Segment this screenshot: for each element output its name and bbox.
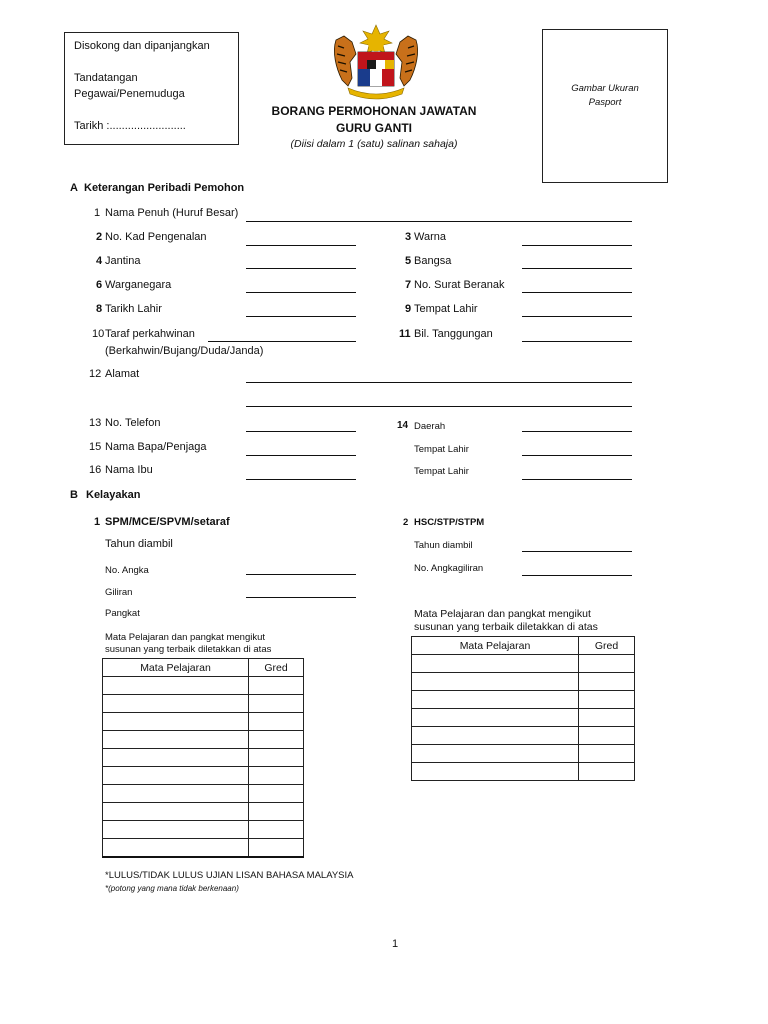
form-title-1: BORANG PERMOHONAN JAWATAN xyxy=(271,104,477,118)
field-16-label: Nama Ibu xyxy=(105,464,153,476)
birth-cert-input-line[interactable] xyxy=(522,292,632,293)
hsc-year-input-line[interactable] xyxy=(522,551,632,552)
field-1-label: Nama Penuh (Huruf Besar) xyxy=(105,207,239,219)
grade-cell[interactable] xyxy=(579,727,635,745)
field-12-num: 12 xyxy=(89,368,102,380)
gender-input-line[interactable] xyxy=(246,268,356,269)
photo-label-1: Gambar Ukuran xyxy=(571,83,639,94)
grade-cell[interactable] xyxy=(249,767,304,785)
grade-cell[interactable] xyxy=(249,677,304,695)
spm-giliran-label: Giliran xyxy=(105,587,133,598)
grade-cell[interactable] xyxy=(579,709,635,727)
grade-cell[interactable] xyxy=(579,655,635,673)
phone-input-line[interactable] xyxy=(246,431,356,432)
grade-cell[interactable] xyxy=(249,695,304,713)
photo-label-2: Pasport xyxy=(588,97,622,108)
field-15-num: 15 xyxy=(89,441,102,453)
district-input-line[interactable] xyxy=(522,431,632,432)
field-2-num: 2 xyxy=(96,231,103,243)
field-15-label: Nama Bapa/Penjaga xyxy=(105,441,207,453)
field-10-label: Taraf perkahwinan xyxy=(105,328,195,340)
spm-index-label: No. Angka xyxy=(105,565,149,576)
section-a-heading: Keterangan Peribadi Pemohon xyxy=(84,182,245,194)
field-9-label: Tempat Lahir xyxy=(414,303,478,315)
table-row xyxy=(412,655,635,673)
hsc-year-label: Tahun diambil xyxy=(414,540,473,551)
subject-cell[interactable] xyxy=(103,803,249,821)
field-1-num: 1 xyxy=(94,207,101,219)
field-5-label: Bangsa xyxy=(414,255,452,267)
table-row xyxy=(103,695,304,713)
table-row xyxy=(103,677,304,695)
field-11-num: 11 xyxy=(399,328,411,340)
field-14-num: 14 xyxy=(397,420,409,431)
father-name-input-line[interactable] xyxy=(246,455,356,456)
table-header-row xyxy=(103,659,304,677)
hsc-index-label: No. Angkagiliran xyxy=(414,563,484,574)
subject-cell[interactable] xyxy=(412,709,579,727)
grade-cell[interactable] xyxy=(249,821,304,839)
spm-col-grade: Gred xyxy=(249,659,304,677)
subject-cell[interactable] xyxy=(103,695,249,713)
grade-cell[interactable] xyxy=(579,745,635,763)
table-row xyxy=(103,713,304,731)
subject-cell[interactable] xyxy=(103,677,249,695)
ic-number-input-line[interactable] xyxy=(246,245,356,246)
table-row xyxy=(103,803,304,821)
potong-note: *(potong yang mana tidak berkenaan) xyxy=(105,884,239,893)
mother-birthplace-input-line[interactable] xyxy=(522,479,632,480)
field-6-num: 6 xyxy=(96,279,103,291)
spm-col-subject: Mata Pelajaran xyxy=(103,659,249,677)
field-4-label: Jantina xyxy=(105,255,141,267)
father-birthplace-input-line[interactable] xyxy=(522,455,632,456)
dob-input-line[interactable] xyxy=(246,316,356,317)
hsc-note-2: susunan yang terbaik diletakkan di atas xyxy=(414,621,598,633)
form-title-2: GURU GANTI xyxy=(336,121,412,135)
subject-cell[interactable] xyxy=(103,785,249,803)
race-input-line[interactable] xyxy=(522,268,632,269)
colour-input-line[interactable] xyxy=(522,245,632,246)
endorse-date: Tarikh :......................... xyxy=(74,120,186,132)
subject-cell[interactable] xyxy=(103,821,249,839)
subject-cell[interactable] xyxy=(103,749,249,767)
spm-pangkat-label: Pangkat xyxy=(105,608,140,619)
table-row xyxy=(103,839,304,858)
grade-cell[interactable] xyxy=(249,839,304,858)
field-11-label: Bil. Tanggungan xyxy=(414,328,493,340)
endorse-line1: Disokong dan dipanjangkan xyxy=(74,40,210,52)
table-row xyxy=(412,763,635,781)
field-2-label: No. Kad Pengenalan xyxy=(105,231,207,243)
field-15-birthplace-label: Tempat Lahir xyxy=(414,444,469,455)
table-row xyxy=(412,673,635,691)
table-row xyxy=(412,745,635,763)
full-name-input-line[interactable] xyxy=(246,221,632,222)
spm-index-input-line[interactable] xyxy=(246,574,356,575)
grade-cell[interactable] xyxy=(249,731,304,749)
nationality-input-line[interactable] xyxy=(246,292,356,293)
field-8-label: Tarikh Lahir xyxy=(105,303,162,315)
grade-cell[interactable] xyxy=(579,691,635,709)
endorse-line3: Pegawai/Penemuduga xyxy=(74,88,185,100)
field-16-num: 16 xyxy=(89,464,102,476)
lulus-note: *LULUS/TIDAK LULUS UJIAN LISAN BAHASA MALAYSIA xyxy=(105,870,354,881)
coat-of-arms-emblem xyxy=(330,22,422,100)
subject-cell[interactable] xyxy=(412,745,579,763)
field-10-num: 10 xyxy=(92,328,105,340)
table-row xyxy=(103,767,304,785)
marital-status-input-line[interactable] xyxy=(208,341,356,342)
address-input-line-1[interactable] xyxy=(246,382,632,383)
hsc-col-subject: Mata Pelajaran xyxy=(412,637,579,655)
hsc-col-grade: Gred xyxy=(579,637,635,655)
field-13-num: 13 xyxy=(89,417,102,429)
field-12-label: Alamat xyxy=(105,368,140,380)
grade-cell[interactable] xyxy=(249,713,304,731)
hsc-note-1: Mata Pelajaran dan pangkat mengikut xyxy=(414,608,591,620)
hsc-index-input-line[interactable] xyxy=(522,575,632,576)
field-7-label: No. Surat Beranak xyxy=(414,279,505,291)
table-header-row xyxy=(412,637,635,655)
subject-cell[interactable] xyxy=(103,839,249,858)
field-5-num: 5 xyxy=(405,255,412,267)
hsc-title: HSC/STP/STPM xyxy=(414,517,485,528)
table-row xyxy=(103,821,304,839)
field-3-label: Warna xyxy=(414,231,446,243)
field-13-label: No. Telefon xyxy=(105,417,161,429)
grade-cell[interactable] xyxy=(249,749,304,767)
field-7-num: 7 xyxy=(405,279,412,291)
table-row xyxy=(103,785,304,803)
form-subtitle: (Diisi dalam 1 (satu) salinan sahaja) xyxy=(290,138,458,150)
spm-year-label: Tahun diambil xyxy=(105,538,173,550)
section-b-heading: Kelayakan xyxy=(86,489,141,501)
grade-cell[interactable] xyxy=(579,673,635,691)
grade-cell[interactable] xyxy=(249,803,304,821)
subject-cell[interactable] xyxy=(412,763,579,781)
spm-num: 1 xyxy=(94,516,101,528)
section-b-letter: B xyxy=(70,489,78,501)
field-9-num: 9 xyxy=(405,303,412,315)
subject-cell[interactable] xyxy=(412,727,579,745)
subject-cell[interactable] xyxy=(412,691,579,709)
subject-cell[interactable] xyxy=(103,767,249,785)
hsc-num: 2 xyxy=(403,517,409,528)
table-row xyxy=(412,691,635,709)
address-input-line-2[interactable] xyxy=(246,406,632,407)
subject-cell[interactable] xyxy=(103,731,249,749)
page-number: 1 xyxy=(392,938,399,950)
field-16-birthplace-label: Tempat Lahir xyxy=(414,466,469,477)
table-row xyxy=(412,727,635,745)
grade-cell[interactable] xyxy=(249,785,304,803)
field-4-num: 4 xyxy=(96,255,103,267)
subject-cell[interactable] xyxy=(412,655,579,673)
field-10-note: (Berkahwin/Bujang/Duda/Janda) xyxy=(105,345,264,357)
field-6-label: Warganegara xyxy=(105,279,172,291)
spm-note-2: susunan yang terbaik diletakkan di atas xyxy=(105,644,272,655)
mother-name-input-line[interactable] xyxy=(246,479,356,480)
birthplace-input-line[interactable] xyxy=(522,316,632,317)
subject-cell[interactable] xyxy=(103,713,249,731)
field-8-num: 8 xyxy=(96,303,103,315)
table-row xyxy=(412,709,635,727)
table-row xyxy=(103,749,304,767)
field-3-num: 3 xyxy=(405,231,412,243)
dependents-input-line[interactable] xyxy=(522,341,632,342)
grade-cell[interactable] xyxy=(579,763,635,781)
section-a-letter: A xyxy=(70,182,78,194)
spm-giliran-input-line[interactable] xyxy=(246,597,356,598)
table-row xyxy=(103,731,304,749)
spm-note-1: Mata Pelajaran dan pangkat mengikut xyxy=(105,632,266,643)
subject-cell[interactable] xyxy=(412,673,579,691)
spm-title: SPM/MCE/SPVM/setaraf xyxy=(105,516,230,528)
endorse-line2: Tandatangan xyxy=(74,72,138,84)
field-14-label: Daerah xyxy=(414,421,446,432)
spm-subject-table xyxy=(102,658,304,858)
hsc-subject-table xyxy=(411,636,635,781)
